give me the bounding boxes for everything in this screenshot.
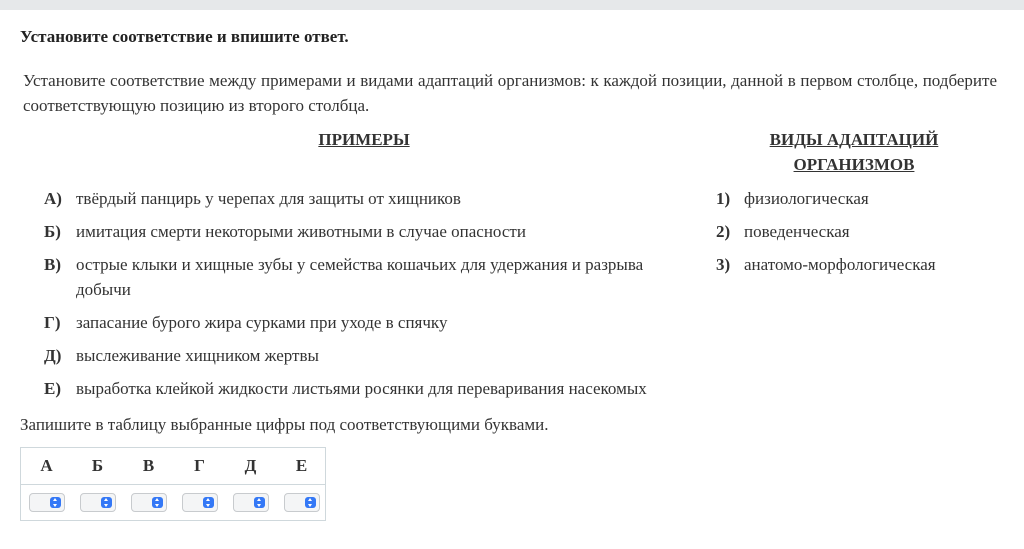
- adaptation-text: физиологическая: [744, 189, 869, 208]
- answer-select-e[interactable]: [284, 493, 320, 512]
- example-text: выработка клейкой жидкости листьями росянки для переваривания насекомых: [76, 379, 647, 398]
- stepper-arrows-icon: [152, 497, 163, 508]
- examples-column-title: ПРИМЕРЫ: [318, 130, 410, 149]
- answer-cell-d: [225, 485, 276, 521]
- stepper-arrows-icon: [50, 497, 61, 508]
- adaptations-column-title: ВИДЫ АДАПТАЦИЙ ОРГАНИЗМОВ: [769, 130, 939, 174]
- adaptation-text: поведенческая: [744, 222, 850, 241]
- top-bar: [0, 0, 1024, 10]
- example-text: острые клыки и хищные зубы у семейства кошачьих для удержания и разрыва добычи: [76, 255, 644, 299]
- example-label: Е): [44, 379, 61, 398]
- example-text: запасание бурого жира сурками при уходе в спячку: [76, 313, 448, 332]
- answer-header-e: Е: [295, 456, 308, 475]
- answer-cell-e: [276, 485, 327, 521]
- example-label: Г): [44, 313, 61, 332]
- answer-cell-v: [123, 485, 174, 521]
- answer-select-v[interactable]: [131, 493, 167, 512]
- answer-instruction: Запишите в таблицу выбранные цифры под соответствующими буквами.: [20, 415, 549, 434]
- answer-table: [20, 447, 326, 521]
- adaptation-label: 1): [716, 189, 731, 208]
- example-label: В): [44, 255, 61, 274]
- example-text: выслеживание хищником жертвы: [76, 346, 319, 365]
- answer-header-b: Б: [91, 456, 104, 475]
- answer-select-d[interactable]: [233, 493, 269, 512]
- stepper-arrows-icon: [254, 497, 265, 508]
- adaptation-label: 2): [716, 222, 731, 241]
- example-label: А): [44, 189, 62, 208]
- task-description: Установите соответствие между примерами и видами адаптаций организмов: к каждой позиции, данной в первом столбце, подберите соответствующую позицию из второго столбца.: [23, 71, 997, 115]
- answer-cell-b: [72, 485, 123, 521]
- stepper-arrows-icon: [101, 497, 112, 508]
- answer-select-a[interactable]: [29, 493, 65, 512]
- example-text: твёрдый панцирь у черепах для защиты от хищников: [76, 189, 461, 208]
- answer-header-d: Д: [244, 456, 257, 475]
- answer-select-b[interactable]: [80, 493, 116, 512]
- example-text: имитация смерти некоторыми животными в случае опасности: [76, 222, 526, 241]
- answer-header-g: Г: [194, 456, 205, 475]
- answer-cell-a: [21, 485, 72, 521]
- answer-header-v: В: [142, 456, 155, 475]
- answer-cell-g: [174, 485, 225, 521]
- answer-select-g[interactable]: [182, 493, 218, 512]
- adaptation-label: 3): [716, 255, 731, 274]
- example-label: Д): [44, 346, 62, 365]
- task-heading: Установите соответствие и впишите ответ.: [20, 27, 349, 46]
- answer-table-header-row: [21, 448, 325, 485]
- stepper-arrows-icon: [305, 497, 316, 508]
- example-label: Б): [44, 222, 61, 241]
- answer-header-a: А: [40, 456, 53, 475]
- adaptation-text: анатомо-морфологическая: [744, 255, 936, 274]
- stepper-arrows-icon: [203, 497, 214, 508]
